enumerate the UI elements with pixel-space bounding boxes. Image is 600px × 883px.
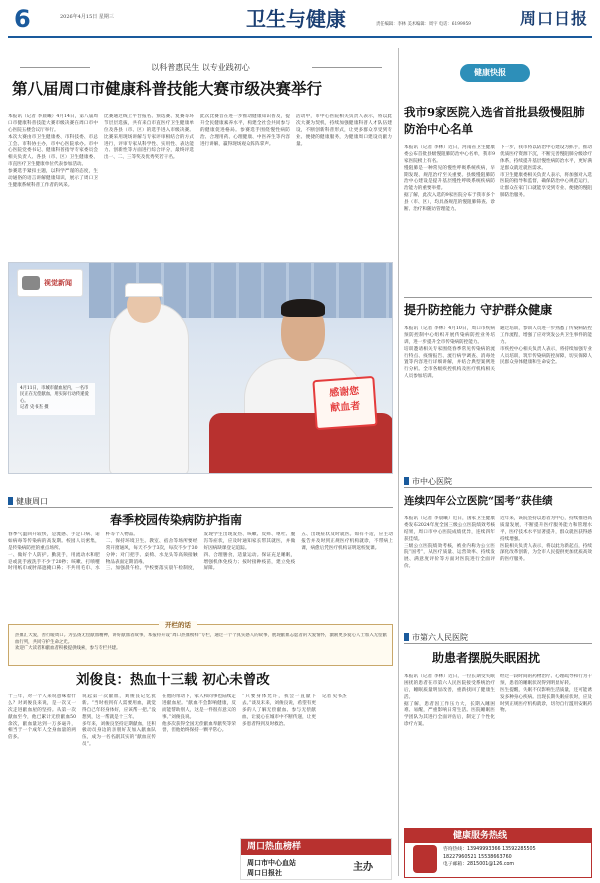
- news1-col-1: 本报讯（记者 李林）近日，河南省卫生健康委公布首批县级慢阻肺防治中心名单，我市9家医院榜上有名。 慢阻肺是一种常见的慢性呼吸系统疾病，早期发现、规范治疗至关重要。县级慢阻肺防治中心建设是提升基层慢性呼吸系统疾病防治能力的重要举措。 据了解，此次入选的9家医院分布于我市多个县（市、区），均具备规范的慢阻肺筛查、诊断、治疗和随访管理能力。: [404, 145, 495, 213]
- news-photo: [8, 262, 393, 474]
- hotline-banner: [240, 838, 392, 880]
- profile-col-1: 十三年，对一个人来说意味着什么？对刘俊良来说，是一次又一次走进献血屋的坚持。从第一次献血至今，他已累计无偿献血50余次，献血量达到一万多毫升，相当于一个成年人全身血量的两倍多。: [8, 694, 76, 741]
- feature-col-1: 本报讯（记者 李晨曦）4月14日，第八届周口市健康科普技能大赛市级决赛在周口市中心医院五楼会议厅举行。 本次大赛由市卫生健康委、市科技委、市总工会、市科协主办，市中心医院承办。市中心医院党委书记、健康科普指导专家委员会相关负责人、各县（市、区）卫生健康委、市直医疗卫生健康单位代表参加活动。 参赛选手紧扣主题，以科学严谨的态度，生动通俗的语言讲解健康知识，展示了周口卫生健康系统科普工作者的风采。: [8, 114, 98, 188]
- nurse-figure: [109, 303, 189, 474]
- hotline-title: 健康服务热线: [453, 831, 508, 841]
- column-intro-label: 开栏的话: [159, 621, 197, 630]
- news4-col-2: 经过一段时间的药物治疗、心理疏导和行为干预，患者的睡眠状况得到明显好转。 医生提醒，失眠不仅影响生活质量，还可能诱发多种身心疾病。出现长期失眠症状时，应及时到正规医疗机构就诊，切勿自行滥用安眠药物。: [500, 674, 592, 714]
- news4-headline: 助患者摆脱失眠困扰: [432, 651, 541, 665]
- news3-source: 市中心医院: [404, 476, 452, 488]
- news1-headline-1: 我市9家医院入选省首批县级慢阻肺防治中心名单: [404, 105, 585, 136]
- health-express-badge: [460, 64, 530, 82]
- profile-col-3: 在他的带动下，家人和同事也陆续走进献血屋。“献血不会影响健康，反而能帮助别人，这是一件很有意义的事。”刘俊良说。 他多次获得全国无偿献血奉献奖等荣誉，但他始终保持一颗平常心。: [162, 694, 236, 734]
- column-intro-body: 热血汇大爱，善行暖周口。为弘扬无偿献血精神，讲好献血者故事，本报特开设“周口热血榜样”专栏，通过一个个真实感人的故事，展现献血志愿者的大爱情怀，激励更多爱心人士加入无偿献血行列，共同守护生命之光。 欢迎广大读者和献血者积极提供线索，参与专栏共建。: [15, 633, 387, 652]
- banner-title: 周口热血榜样: [247, 842, 302, 852]
- health-hotline-box: [404, 828, 592, 878]
- column-intro-box: [8, 621, 393, 666]
- profile-col-4: “只要身体允许，我会一直献下去。”谈及未来，刘俊良说，希望有更多的人了解无偿献血、参与无偿献血，让爱心在城市中不断传递，让更多患者得到及时救治。: [242, 694, 316, 727]
- news3-rule: [404, 487, 592, 488]
- donor-hair: [281, 299, 325, 317]
- banner-sub-2: 周口日报社: [247, 869, 282, 877]
- campus-body: 春季气温回升较快，是流感、手足口病、诺如病毒等传染病的高发期。校园人员密集，是传染病防控的重点场所。 一、做好个人防护。勤洗手，用流动水和肥皂或洗手液洗手不少于20秒；咳嗽、打喷嚏时用纸巾或肘部遮掩口鼻；不共用毛巾、水杯等个人物品。 二、保持环境卫生。教室、宿舍等场所要经常开窗通风，每天不少于3次，每次不少于30分钟；对门把手、桌椅、水龙头等高频接触物品表面定期消毒。 三、加强晨午检。学校要落实晨午检制度，发现学生出现发热、咳嗽、皮疹、呕吐、腹泻等症状，应及时通知家长带其就医，并做好因病缺课登记追踪。 四、合理膳食，适量运动。保证充足睡眠，增强机体免疫力；按时接种疫苗，建立免疫屏障。 五、出现症状及时就医。如有不适，应主动报告并及时到正规医疗机构就诊，不带病上课，病愈后凭医疗机构证明返校复课。: [8, 532, 393, 572]
- profile-col-5: 记者 史书杰: [322, 694, 347, 699]
- feature-kicker: 以科普惠民生 以专业践初心: [151, 63, 250, 72]
- feature-headline: 第八届周口市健康科普技能大赛市级决赛举行: [12, 79, 323, 98]
- health-zhoukou-rule: [8, 507, 393, 508]
- column-divider: [398, 48, 399, 876]
- editors-line: 责任编辑：李林 美术编辑：周宇 电话：6199959: [376, 22, 471, 27]
- banner-sub-3: 主办: [353, 862, 373, 873]
- phone-icon: [413, 845, 437, 873]
- photo-caption: 4月11日，市城市献血屋内，一名市民正在无偿献血，用实际行动传递爱心。 记者 史书杰 摄: [17, 383, 95, 415]
- feature-col-4: 活动中，市中心医院相关负责人表示，将以此次大赛为契机，持续加强健康科普人才队伍建设，不断创新科普形式，让更多群众享受到专业、便捷的健康服务，为健康周口建设贡献力量。: [296, 114, 392, 147]
- masthead: [8, 4, 592, 36]
- feature-col-3: 此次比赛旨在进一步推动健康知识普及，提升全民健康素养水平，构建全社会共同参与的健康促进格局。参赛选手围绕慢性病防治、合理用药、心理健康、中医养生等内容进行讲解，赢得现场观众阵阵掌声。: [200, 114, 290, 147]
- news4-source: 市第六人民医院: [404, 632, 468, 644]
- news4-col-1: 本报讯（记者 李林）近日，一位长期受失眠困扰的患者在市第六人民医院接受系统治疗后，睡眠质量明显改善，重新找回了健康生活。 据了解，患者因工作压力大，长期入睡困难、易醒，严重影响日常生活。医院睡眠医学团队为其进行全面评估后，制定了个性化诊疗方案。: [404, 674, 495, 728]
- page-number: 6: [14, 5, 31, 33]
- hotline-lines: 咨询热线：13949993366 13592285505 18227960521 15538663760 电子邮箱：2815001@126.com: [443, 847, 536, 868]
- profile-col-2: 说起第一次献血，刘俊良记忆犹新。“当时看到有人需要用血，就觉得自己年轻身体好，应该帮一把。”没想到，这一帮就是十三年。 多年来，刘俊良坚持定期献血，还积极动员身边的亲朋好友加入献血队伍，成为一名名副其实的“献血宣传员”。: [82, 694, 156, 748]
- news1-col-2: 下一步，我市将以防治中心建设为抓手，推动优质医疗资源下沉，不断完善慢阻肺分级诊疗体系，持续提升基层慢性病防治水平，更好满足群众就近就医需求。 市卫生健康委相关负责人表示，将加强对入选医院的指导和监督，确保防治中心规范运行，让群众在家门口就能享受到专业、便捷的慢阻肺防治服务。: [500, 145, 592, 199]
- masthead-rule: [8, 36, 592, 38]
- news2-headline: 提升防控能力 守护群众健康: [404, 303, 553, 317]
- paper-logo: 周口日报: [519, 9, 588, 28]
- profile-headline: 刘俊良：热血十三载 初心未曾改: [76, 672, 270, 688]
- banner-sub-1: 周口市中心血站: [247, 859, 296, 867]
- sign-line-1: 感谢您: [328, 385, 360, 400]
- news3-col-2: 近年来，该院坚持以患者为中心，持续推进高质量发展，不断提升医疗服务能力和管理水平，医疗技术水平显著提升，群众就医获得感持续增强。 医院相关负责人表示，将以此为新起点，持续深化改革创新，为全市人民提供更加优质高效的医疗服务。: [500, 516, 592, 563]
- news2-col-2: 通过培训，参训人员进一步熟悉了传染病防控工作流程，增强了应对突发公共卫生事件的能力。 市疾控中心相关负责人表示，将持续加强专业人员培训，筑牢传染病防控屏障，切实保障人民群众身体健康和生命安全。: [500, 326, 592, 366]
- news3-headline: 连续四年公立医院“国考”获佳绩: [404, 495, 553, 507]
- news1-rule: [404, 297, 592, 298]
- sign-line-2: 献血者: [329, 400, 361, 414]
- campus-headline: 春季校园传染病防护指南: [110, 513, 243, 527]
- news2-col-1: 本报讯（记者 李林）4月10日，周口市疾病预防控制中心组织开展传染病防控业务培训，进一步提升全市传染病防控能力。 培训邀请相关专家围绕春季常见传染病的流行特点、疫情报告、流行病学调查、消毒处置等内容进行详细讲解，并结合典型案例进行分析。全市各级疾控机构及医疗机构相关人员参加培训。: [404, 326, 495, 380]
- kicker-rule-right: [312, 67, 382, 68]
- visual-news-text: 视觉新闻: [44, 279, 72, 287]
- section-title: 卫生与健康: [246, 7, 346, 31]
- feature-col-2: 比赛通过线上平台报名、预选赛、复赛等环节层层选拔，共有来自市直医疗卫生健康单位及各县（市、区）的选手进入市级决赛。比赛采用现场讲解与专家评审相结合的方式进行，评审专家从科学性、实用性、表达能力、创新性等方面进行综合评分，最终评选出一、二、三等奖及优秀奖若干名。: [104, 114, 194, 161]
- camera-icon: [22, 276, 40, 290]
- thank-you-sign: [312, 376, 377, 430]
- health-zhoukou-section: 健康周口: [8, 496, 48, 508]
- issue-date: 2026年4月15日 星期三: [60, 14, 114, 20]
- nurse-cap: [125, 283, 163, 297]
- badge-text: 健康快报: [474, 68, 506, 77]
- kicker-rule-left: [20, 67, 90, 68]
- visual-news-label: [17, 269, 83, 297]
- news4-rule: [404, 643, 592, 644]
- news3-col-1: 本报讯（记者 李晨曦）近日，国家卫生健康委发布2024年度全国三级公立医院绩效考核结果，周口市中心医院成绩优异，连续四年获佳绩。 三级公立医院绩效考核，被业内称为公立医院“国考”，从医疗质量、运营效率、持续发展、满意度评价等方面对医院进行全面评价。: [404, 516, 495, 570]
